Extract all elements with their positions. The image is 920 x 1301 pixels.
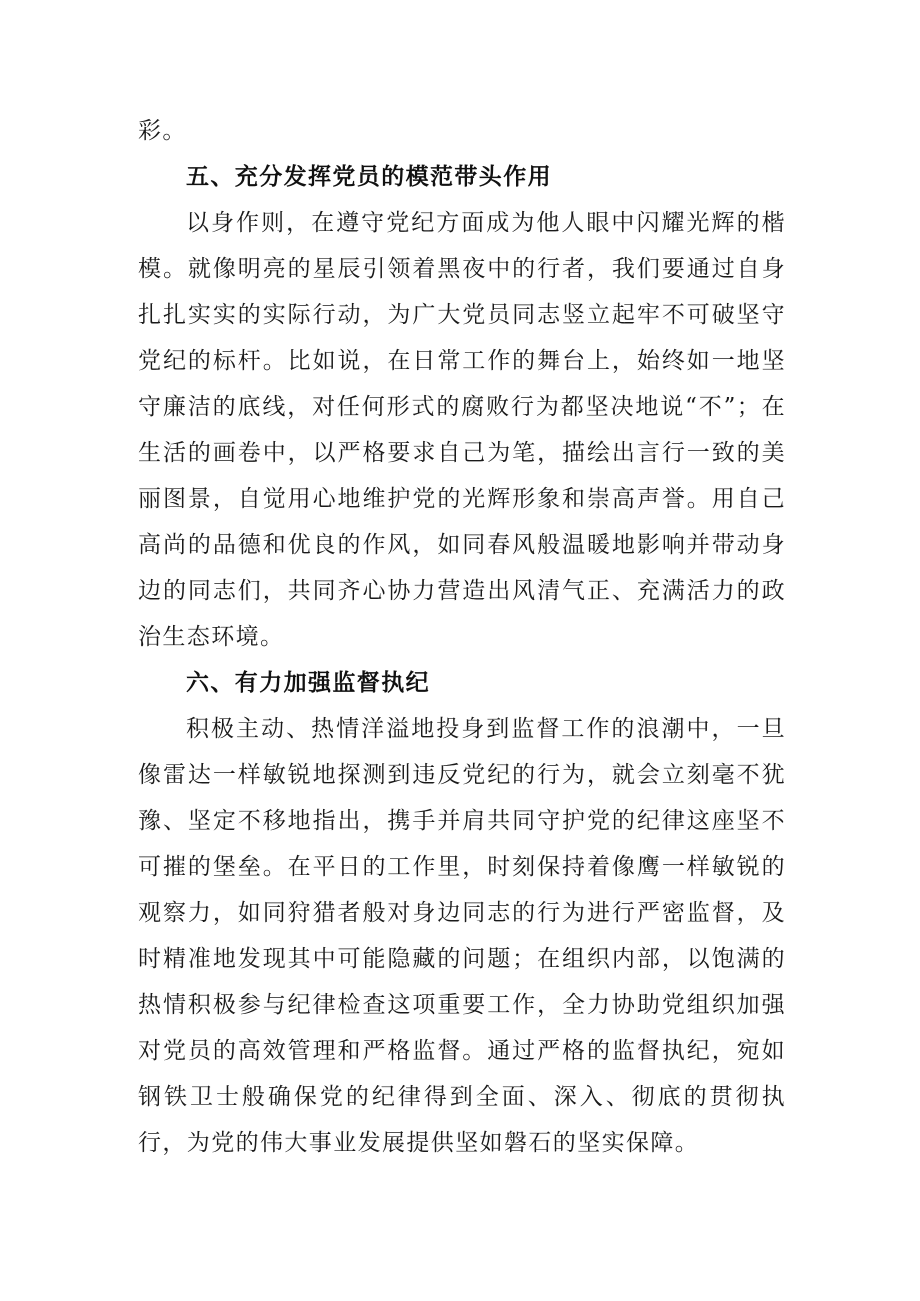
section-heading-6: 六、有力加强监督执纪 [186,670,430,696]
section-heading-5: 五、充分发挥党员的模范带头作用 [186,164,552,190]
document-body [138,108,786,1166]
paragraph-continuation: 彩。 [138,118,187,144]
paragraph-section-5: 以身作则，在遵守党纪方面成为他人眼中闪耀光辉的楷模。就像明亮的星辰引领着黑夜中的行者，我们要通过自身扎扎实实的实际行动，为广大党员同志竖立起牢不可破坚守党纪的标杆。比如说，在日常工作的舞台上，始终如一地坚守廉洁的底线，对任何形式的腐败行为都坚决地说“不”；在生活的画卷中，以严格要求自己为笔，描绘出言行一致的美丽图景，自觉用心地维护党的光辉形象和崇高声誉。用自己高尚的品德和优良的作风，如同春风般温暖地影响并带动身边的同志们，共同齐心协力营造出风清气正、充满活力的政治生态环境。 [138,210,786,650]
paragraph-section-6: 积极主动、热情洋溢地投身到监督工作的浪潮中，一旦像雷达一样敏锐地探测到违反党纪的行为，就会立刻毫不犹豫、坚定不移地指出，携手并肩共同守护党的纪律这座坚不可摧的堡垒。在平日的工作里，时刻保持着像鹰一样敏锐的观察力，如同狩猎者般对身边同志的行为进行严密监督，及时精准地发现其中可能隐藏的问题；在组织内部，以饱满的热情积极参与纪律检查这项重要工作，全力协助党组织加强对党员的高效管理和严格监督。通过严格的监督执纪，宛如钢铁卫士般确保党的纪律得到全面、深入、彻底的贯彻执行，为党的伟大事业发展提供坚如磐石的坚实保障。 [138,716,786,1156]
